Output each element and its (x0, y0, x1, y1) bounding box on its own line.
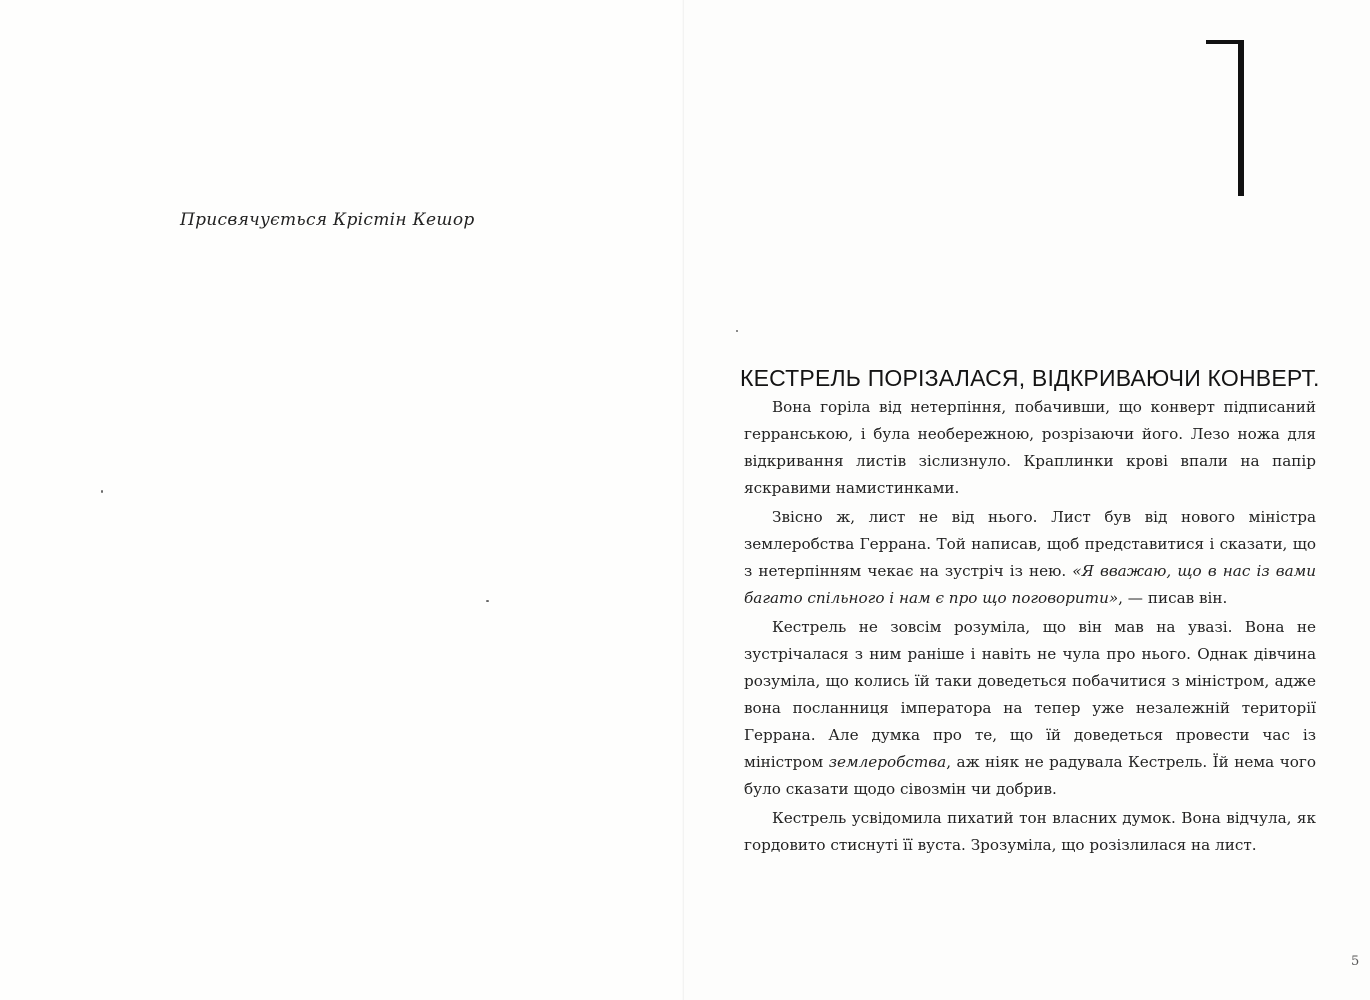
chapter-number-1 (1206, 40, 1244, 196)
scan-speck (486, 600, 489, 602)
chapter-opening-line: КЕСТРЕЛЬ ПОРІЗАЛАСЯ, ВІДКРИВАЮЧИ КОНВЕРТ. (740, 365, 1320, 391)
paragraph-3-italic-word: землеробства (828, 753, 947, 771)
paragraph-3-text-b: , аж ніяк не радувала Кестрель. Їй нема чого було сказати щодо сівозмін чи добрив. (744, 753, 1316, 798)
paragraph-3 (744, 614, 1316, 803)
scan-speck (736, 330, 738, 332)
paragraph-3-text-a: Кестрель не зовсім розуміла, що він мав на увазі. Вона не зустрічалася з ним раніше і навіть не чула про нього. Однак дівчина розуміла, що колись їй таки доведеться побачитися з міністром, адже вона посланниця імператора на тепер уже незалежній території Геррана. Але думка про те, що їй доведеться провести час із міністром (744, 618, 1316, 771)
paragraph-2 (744, 504, 1316, 612)
chapter-body (744, 394, 1316, 861)
paragraph-1-text: Вона горіла від нетерпіння, побачивши, що конверт підписаний герранською, і була необережною, розрізаючи його. Лезо ножа для відкривання листів зіслизнуло. Краплинки крові впали на папір яскравими намистинками. (744, 398, 1316, 497)
chapter-number-stroke-vertical (1238, 40, 1244, 196)
paragraph-2-text-a: Звісно ж, лист не від нього. Лист був від нового міністра землеробства Геррана. Той написав, щоб представитися і сказати, що з нетерпінням чекає на зустріч із нею. (744, 508, 1316, 580)
paragraph-2-text-b: , — писав він. (1118, 589, 1228, 607)
paragraph-4 (744, 805, 1316, 859)
left-page (0, 0, 684, 1000)
paragraph-2-italic-quote: «Я вважаю, що в нас із вами багато спільного і нам є про що поговорити» (744, 562, 1316, 607)
paragraph-1 (744, 394, 1316, 502)
scan-speck (101, 490, 103, 493)
page-number: 5 (1351, 954, 1360, 969)
paragraph-4-text: Кестрель усвідомила пихатий тон власних думок. Вона відчула, як гордовито стиснуті її вуста. Зрозуміла, що розізлилася на лист. (744, 809, 1316, 854)
dedication: Присвячується Крістін Кешор (180, 210, 475, 230)
